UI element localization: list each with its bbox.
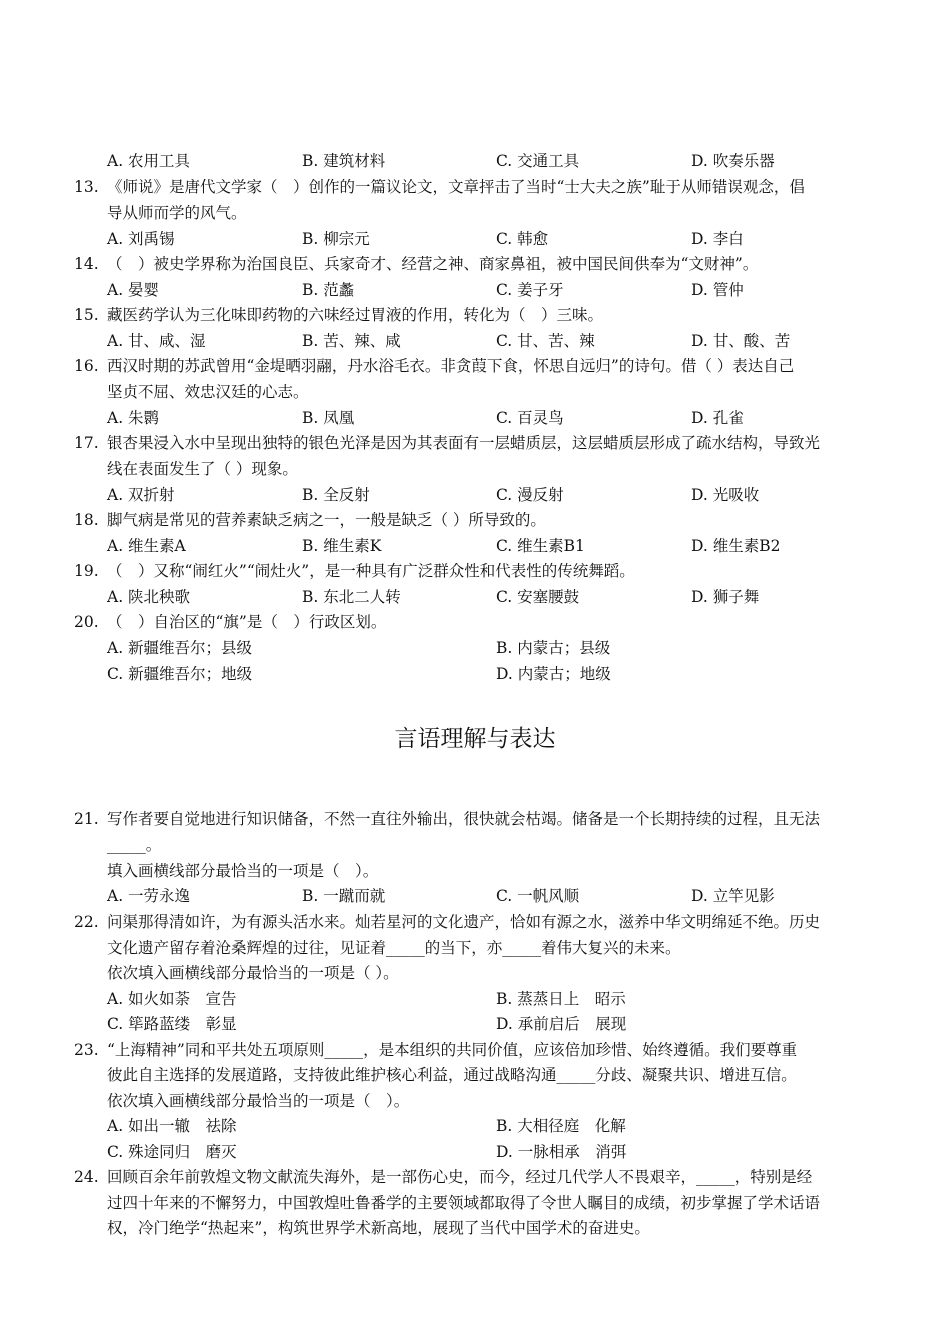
q12-options — [0, 148, 950, 174]
q21-option-c: C. 一帆风顺 — [496, 887, 580, 905]
q24-line-1 — [0, 1164, 950, 1190]
q12-option-d: D. 吹奏乐器 — [691, 152, 775, 170]
q18-option-b: B. 维生素K — [302, 537, 382, 555]
q14-option-c: C. 姜子牙 — [496, 281, 564, 299]
q23-number: 23. — [74, 1041, 99, 1059]
q22-text-2: 文化遗产留存着沧桑辉煌的过往，见证着_____的当下，亦_____着伟大复兴的未来。 — [107, 939, 681, 957]
q23-options-row-1 — [0, 1113, 950, 1139]
q16-option-c: C. 百灵鸟 — [496, 409, 564, 427]
q16-line-2 — [0, 379, 950, 405]
q13-number: 13. — [74, 178, 99, 196]
q23-text-3: 依次填入画横线部分最恰当的一项是（ ）。 — [107, 1092, 410, 1110]
q22-options-row-1 — [0, 986, 950, 1012]
q21-option-a: A. 一劳永逸 — [107, 887, 191, 905]
q19-option-d: D. 狮子舞 — [691, 588, 760, 606]
q23-option-b: B. 大相径庭 化解 — [496, 1117, 626, 1135]
q24-text-3: 权，冷门绝学“热起来”，构筑世界学术新高地，展现了当代中国学术的奋进史。 — [107, 1219, 650, 1237]
q12-option-b: B. 建筑材料 — [302, 152, 386, 170]
q13-line-1 — [0, 174, 950, 200]
q17-number: 17. — [74, 434, 99, 452]
q22-option-d: D. 承前启后 展现 — [496, 1015, 627, 1033]
q19-options — [0, 584, 950, 610]
q17-options — [0, 482, 950, 508]
q18-option-d: D. 维生素B2 — [691, 537, 781, 555]
q22-number: 22. — [74, 913, 99, 931]
q22-text-3: 依次填入画横线部分最恰当的一项是（ ）。 — [107, 964, 399, 982]
q15-option-c: C. 甘、苦、辣 — [496, 332, 595, 350]
q13-option-d: D. 李白 — [691, 230, 744, 248]
q16-text-1: 西汉时期的苏武曾用“金堤晒羽翮，丹水浴毛衣。非贪葭下食，怀思自远归”的诗句。借（ ）表达自己 — [107, 357, 795, 375]
q16-options — [0, 405, 950, 431]
q14-text-1: （ ）被史学界称为治国良臣、兵家奇才、经营之神、商家鼻祖，被中国民间供奉为“文财神”。 — [107, 255, 759, 273]
q16-line-1 — [0, 353, 950, 379]
q15-text-1: 藏医药学认为三化味即药物的六味经过胃液的作用，转化为（ ）三味。 — [107, 306, 604, 324]
q19-option-b: B. 东北二人转 — [302, 588, 401, 606]
q17-option-d: D. 光吸收 — [691, 486, 760, 504]
q17-line-1 — [0, 430, 950, 456]
q18-number: 18. — [74, 511, 99, 529]
q21-number: 21. — [74, 810, 99, 828]
q18-option-c: C. 维生素B1 — [496, 537, 585, 555]
q23-line-1 — [0, 1037, 950, 1063]
q21-line-3 — [0, 858, 950, 884]
q24-number: 24. — [74, 1168, 99, 1186]
q22-line-3 — [0, 960, 950, 986]
q13-text-2: 导从师而学的风气。 — [107, 204, 247, 222]
q15-options — [0, 328, 950, 354]
q20-option-c: C. 新疆维吾尔；地级 — [107, 665, 253, 683]
q19-text-1: （ ）又称“闹红火”“闹灶火”，是一种具有广泛群众性和代表性的传统舞蹈。 — [107, 562, 635, 580]
q14-option-a: A. 晏婴 — [107, 281, 160, 299]
q21-text-1: 写作者要自觉地进行知识储备，不然一直往外输出，很快就会枯竭。储备是一个长期持续的过程，且无法 — [107, 810, 821, 828]
q17-text-1: 银杏果浸入水中呈现出独特的银色光泽是因为其表面有一层蜡质层，这层蜡质层形成了疏水结构，导致光 — [107, 434, 821, 452]
q20-text-1: （ ）自治区的“旗”是（ ）行政区划。 — [107, 613, 387, 631]
q22-option-c: C. 筚路蓝缕 彰显 — [107, 1015, 237, 1033]
q17-option-b: B. 全反射 — [302, 486, 370, 504]
q16-option-b: B. 凤凰 — [302, 409, 355, 427]
q21-line-1 — [0, 806, 950, 832]
q22-option-a: A. 如火如荼 宣告 — [107, 990, 237, 1008]
q18-line-1 — [0, 507, 950, 533]
q21-text-2: _____。 — [107, 836, 162, 854]
q23-line-2 — [0, 1062, 950, 1088]
q20-option-b: B. 内蒙古；县级 — [496, 639, 611, 657]
q14-option-d: D. 管仲 — [691, 281, 744, 299]
q15-number: 15. — [74, 306, 99, 324]
q22-option-b: B. 蒸蒸日上 昭示 — [496, 990, 626, 1008]
q23-option-d: D. 一脉相承 消弭 — [496, 1143, 627, 1161]
q22-line-1 — [0, 909, 950, 935]
q13-option-a: A. 刘禹锡 — [107, 230, 175, 248]
q18-text-1: 脚气病是常见的营养素缺乏病之一，一般是缺乏（ ）所导致的。 — [107, 511, 546, 529]
q17-option-c: C. 漫反射 — [496, 486, 564, 504]
q22-options-row-2 — [0, 1011, 950, 1037]
q13-text-1: 《师说》是唐代文学家（ ）创作的一篇议论文，文章抨击了当时“士大夫之族”耻于从师错误观念，倡 — [107, 178, 805, 196]
q14-number: 14. — [74, 255, 99, 273]
q13-option-c: C. 韩愈 — [496, 230, 549, 248]
q17-line-2 — [0, 456, 950, 482]
q17-text-2: 线在表面发生了（ ）现象。 — [107, 460, 298, 478]
q14-options — [0, 277, 950, 303]
q22-text-1: 问渠那得清如许，为有源头活水来。灿若星河的文化遗产，恰如有源之水，滋养中华文明绵延不绝。历史 — [107, 913, 821, 931]
q20-options-row-1 — [0, 635, 950, 661]
q24-line-3 — [0, 1215, 950, 1241]
q23-text-2: 彼此自主选择的发展道路，支持彼此维护核心利益，通过战略沟通_____分歧、凝聚共识、增进互信。 — [107, 1066, 797, 1084]
q24-text-2: 过四十年来的不懈努力，中国敦煌吐鲁番学的主要领域都取得了令世人瞩目的成绩，初步掌握了学术话语 — [107, 1194, 821, 1212]
section-title: 言语理解与表达 — [394, 726, 556, 752]
q20-line-1 — [0, 609, 950, 635]
q19-line-1 — [0, 558, 950, 584]
q13-line-2 — [0, 200, 950, 226]
q14-option-b: B. 范蠡 — [302, 281, 355, 299]
q15-option-a: A. 甘、咸、湿 — [107, 332, 206, 350]
q21-options — [0, 883, 950, 909]
q16-option-a: A. 朱鹮 — [107, 409, 160, 427]
q13-option-b: B. 柳宗元 — [302, 230, 370, 248]
q23-text-1: “上海精神”同和平共处五项原则_____，是本组织的共同价值，应该倍加珍惜、始终遵循。我们要尊重 — [107, 1041, 798, 1059]
q19-option-a: A. 陕北秧歌 — [107, 588, 191, 606]
q19-option-c: C. 安塞腰鼓 — [496, 588, 580, 606]
q21-text-3: 填入画横线部分最恰当的一项是（ ）。 — [107, 862, 379, 880]
q12-option-c: C. 交通工具 — [496, 152, 580, 170]
q16-option-d: D. 孔雀 — [691, 409, 744, 427]
q23-option-c: C. 殊途同归 磨灭 — [107, 1143, 237, 1161]
q20-option-a: A. 新疆维吾尔；县级 — [107, 639, 253, 657]
q23-option-a: A. 如出一辙 祛除 — [107, 1117, 237, 1135]
q18-options — [0, 533, 950, 559]
q24-line-2 — [0, 1190, 950, 1216]
q20-option-d: D. 内蒙古；地级 — [496, 665, 611, 683]
q14-line-1 — [0, 251, 950, 277]
q16-text-2: 坚贞不屈、效忠汉廷的心志。 — [107, 383, 309, 401]
q15-line-1 — [0, 302, 950, 328]
q24-text-1: 回顾百余年前敦煌文物文献流失海外，是一部伤心史，而今，经过几代学人不畏艰辛，_____，特别是经 — [107, 1168, 813, 1186]
q13-options — [0, 226, 950, 252]
q12-option-a: A. 农用工具 — [107, 152, 191, 170]
q19-number: 19. — [74, 562, 99, 580]
q21-option-b: B. 一蹴而就 — [302, 887, 386, 905]
q23-options-row-2 — [0, 1139, 950, 1165]
q20-number: 20. — [74, 613, 99, 631]
q15-option-b: B. 苦、辣、咸 — [302, 332, 401, 350]
q16-number: 16. — [74, 357, 99, 375]
q21-line-2 — [0, 832, 950, 858]
q20-options-row-2 — [0, 661, 950, 687]
q21-option-d: D. 立竿见影 — [691, 887, 775, 905]
q23-line-3 — [0, 1088, 950, 1114]
q18-option-a: A. 维生素A — [107, 537, 186, 555]
q15-option-d: D. 甘、酸、苦 — [691, 332, 791, 350]
q22-line-2 — [0, 935, 950, 961]
q17-option-a: A. 双折射 — [107, 486, 175, 504]
